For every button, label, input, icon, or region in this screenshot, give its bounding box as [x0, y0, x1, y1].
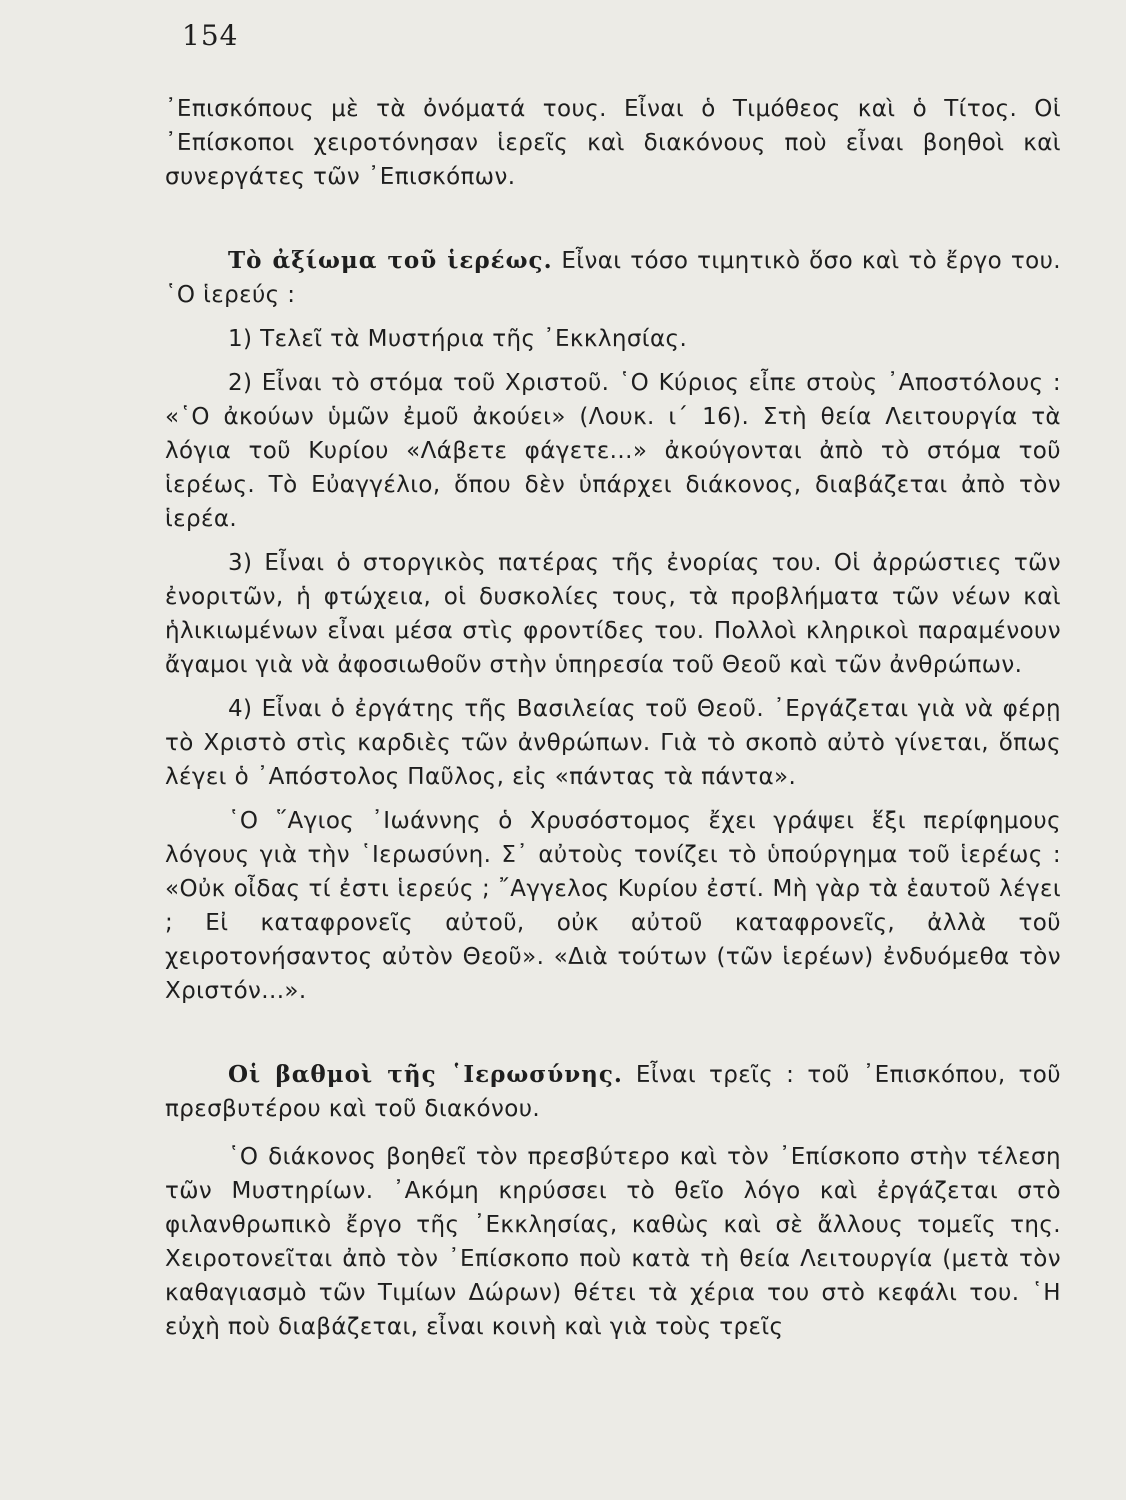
list-item-4: 4) Εἶναι ὁ ἐργάτης τῆς Βασιλείας τοῦ Θεοῦ. ᾿Εργάζεται γιὰ νὰ φέρῃ τὸ Χριστὸ στὶς καρδιὲς τῶν ἀνθρώπων. Γιὰ τὸ σκοπὸ αὐτὸ γίνεται, ὅπως λέγει ὁ ᾿Απόστολος Παῦλος, εἰς «πάντας τὰ πάντα».: [165, 696, 1061, 790]
section-ranks-intro: Εἶναι τρεῖς : τοῦ ᾿Επισκόπου, τοῦ πρεσβυτέρου καὶ τοῦ διακόνου.: [165, 1062, 1061, 1122]
paragraph-deacon: ῾Ο διάκονος βοηθεῖ τὸν πρεσβύτερο καὶ τὸν ᾿Επίσκοπο στὴν τέλεση τῶν Μυστηρίων. ᾿Ακόμη κηρύσσει τὸ θεῖο λόγο καὶ ἐργάζεται στὸ φιλανθρωπικὸ ἔργο τῆς ᾿Εκκλησίας, καθὼς καὶ σὲ ἄλλους τομεῖς της. Χειροτονεῖται ἀπὸ τὸν ᾿Επίσκοπο ποὺ κατὰ τὴ θεία Λειτουργία (μετὰ τὸν καθαγιασμὸ τῶν Τιμίων Δώρων) θέτει τὰ χέρια του στὸ κεφάλι του. ῾Η εὐχὴ ποὺ διαβάζεται, εἶναι κοινὴ καὶ γιὰ τοὺς τρεῖς: [165, 1144, 1061, 1340]
paragraph-bishops: ᾿Επισκόπους μὲ τὰ ὀνόματά τους. Εἶναι ὁ Τιμόθεος καὶ ὁ Τίτος. Οἱ ᾿Επίσκοποι χειροτόνησαν ἱερεῖς καὶ διακόνους ποὺ εἶναι βοηθοὶ καὶ συνεργάτες τῶν ᾿Επισκόπων.: [165, 96, 1061, 190]
section-ranks-paragraph: [165, 1058, 1061, 1126]
list-item-3: 3) Εἶναι ὁ στοργικὸς πατέρας τῆς ἐνορίας του. Οἱ ἀρρώστιες τῶν ἐνοριτῶν, ἡ φτώχεια, οἱ δυσκολίες τους, τὰ προβλήματα τῶν νέων καὶ ἡλικιωμένων εἶναι μέσα στὶς φροντίδες του. Πολλοὶ κληρικοὶ παραμένουν ἄγαμοι γιὰ νὰ ἀφοσιωθοῦν στὴν ὑπηρεσία τοῦ Θεοῦ καὶ τῶν ἀνθρώπων.: [165, 550, 1061, 678]
list-item-1: 1) Τελεῖ τὰ Μυστήρια τῆς ᾿Εκκλησίας.: [228, 326, 688, 352]
section-dignity-paragraph: [165, 244, 1061, 312]
page-number: 154: [182, 19, 239, 52]
list-item-2: 2) Εἶναι τὸ στόμα τοῦ Χριστοῦ. ῾Ο Κύριος εἶπε στοὺς ᾿Αποστόλους : «῾Ο ἀκούων ὑμῶν ἐμοῦ ἀκούει» (Λουκ. ι΄ 16). Στὴ θεία Λειτουργία τὰ λόγια τοῦ Κυρίου «Λάβετε φάγετε...» ἀκούγονται ἀπὸ τὸ στόμα τοῦ ἱερέως. Τὸ Εὐαγγέλιο, ὅπου δὲν ὑπάρχει διάκονος, διαβάζεται ἀπὸ τὸν ἱερέα.: [165, 370, 1061, 532]
section-dignity-intro: Εἶναι τόσο τιμητικὸ ὅσο καὶ τὸ ἔργο του. ῾Ο ἱερεύς :: [165, 248, 1062, 308]
section-heading-ranks: Οἱ βαθμοὶ τῆς ῾Ιερωσύνης.: [228, 1061, 623, 1088]
section-heading-dignity: Τὸ ἀξίωμα τοῦ ἱερέως.: [228, 247, 553, 274]
body-text: [165, 92, 1061, 1344]
paragraph-chrysostom: ῾Ο ῞Αγιος ᾿Ιωάννης ὁ Χρυσόστομος ἔχει γράψει ἕξι περίφημους λόγους γιὰ τὴν ῾Ιερωσύνη. Σ᾿ αὐτοὺς τονίζει τὸ ὑπούργημα τοῦ ἱερέως : «Οὐκ οἶδας τί ἐστι ἱερεύς ; ῎Αγγελος Κυρίου ἐστί. Μὴ γὰρ τὰ ἑαυτοῦ λέγει ; Εἰ καταφρονεῖς αὐτοῦ, οὐκ αὐτοῦ καταφρονεῖς, ἀλλὰ τοῦ χειροτονήσαντος αὐτὸν Θεοῦ». «Διὰ τούτων (τῶν ἱερέων) ἐνδυόμεθα τὸν Χριστόν...».: [165, 808, 1061, 1004]
